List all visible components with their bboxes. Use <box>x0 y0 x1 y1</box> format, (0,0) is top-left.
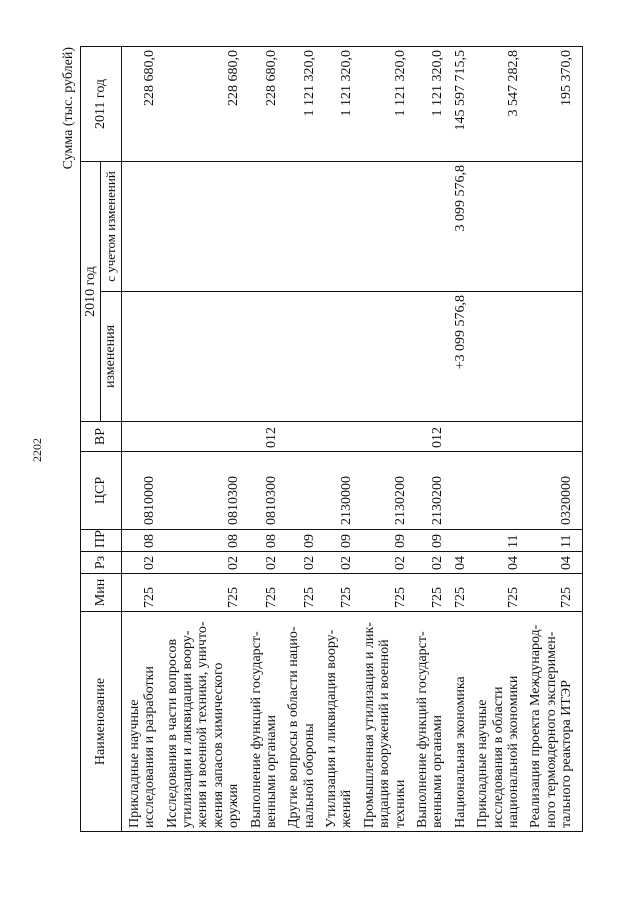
row-rz: 04 <box>475 552 528 574</box>
header-pr: ПР <box>81 530 122 552</box>
row-pr: 09 <box>286 530 324 552</box>
row-2011: 195 370,0 <box>528 47 582 162</box>
row-pr: 08 <box>121 530 164 552</box>
row-csr <box>453 452 475 530</box>
row-vr <box>324 422 362 452</box>
row-changes: +3 099 576,8 <box>453 292 475 422</box>
row-pr: 11 <box>475 530 528 552</box>
row-2011: 1 121 320,0 <box>324 47 362 162</box>
row-csr: 0810300 <box>165 452 249 530</box>
row-rz: 02 <box>415 552 453 574</box>
row-2011: 228 680,0 <box>249 47 287 162</box>
row-name: Промышленная утилизация и лик-видация вооружений и военной техники <box>362 612 415 832</box>
row-changes <box>475 292 528 422</box>
row-rz: 04 <box>453 552 475 574</box>
row-2011: 1 121 320,0 <box>286 47 324 162</box>
row-with-changes <box>249 162 287 292</box>
row-vr <box>528 422 582 452</box>
units-label: Сумма (тыс. рублей) <box>61 47 76 170</box>
row-pr: 09 <box>324 530 362 552</box>
row-rz: 02 <box>165 552 249 574</box>
row-rz: 02 <box>121 552 164 574</box>
row-with-changes <box>121 162 164 292</box>
header-changes: изменения <box>101 292 121 422</box>
header-with-changes: с учетом изменений <box>101 162 121 292</box>
row-with-changes <box>475 162 528 292</box>
row-pr: 09 <box>415 530 453 552</box>
row-2011: 228 680,0 <box>121 47 164 162</box>
row-min: 725 <box>528 574 582 612</box>
row-with-changes <box>324 162 362 292</box>
row-with-changes <box>415 162 453 292</box>
row-name: Другие вопросы в области нацио-нальной обороны <box>286 612 324 832</box>
row-min: 725 <box>475 574 528 612</box>
table-row <box>362 47 415 832</box>
row-pr: 09 <box>362 530 415 552</box>
row-csr: 0320000 <box>528 452 582 530</box>
row-changes <box>362 292 415 422</box>
row-min: 725 <box>453 574 475 612</box>
table-row <box>475 47 528 832</box>
row-with-changes <box>362 162 415 292</box>
row-vr <box>286 422 324 452</box>
row-rz: 02 <box>362 552 415 574</box>
row-csr: 0810300 <box>249 452 287 530</box>
row-changes <box>528 292 582 422</box>
row-pr: 11 <box>528 530 582 552</box>
row-pr: 08 <box>165 530 249 552</box>
row-vr <box>362 422 415 452</box>
row-2011: 228 680,0 <box>165 47 249 162</box>
row-csr: 2130200 <box>415 452 453 530</box>
row-vr <box>165 422 249 452</box>
row-name: Прикладные научные исследования в области национальной экономики <box>475 612 528 832</box>
table-row <box>165 47 249 832</box>
row-vr <box>121 422 164 452</box>
row-rz: 02 <box>249 552 287 574</box>
row-rz: 02 <box>324 552 362 574</box>
row-changes <box>165 292 249 422</box>
row-min: 725 <box>324 574 362 612</box>
row-with-changes <box>165 162 249 292</box>
row-with-changes: 3 099 576,8 <box>453 162 475 292</box>
row-csr <box>475 452 528 530</box>
page-number: 2202 <box>30 438 44 462</box>
row-changes <box>415 292 453 422</box>
row-changes <box>249 292 287 422</box>
row-vr <box>453 422 475 452</box>
row-pr <box>453 530 475 552</box>
table-row <box>415 47 453 832</box>
row-vr: 012 <box>249 422 287 452</box>
row-vr: 012 <box>415 422 453 452</box>
row-name: Исследования в части вопросов утилизации и ликвидации воору-жения и военной техники, уничто-жения запасов химического оружия <box>165 612 249 832</box>
row-with-changes <box>528 162 582 292</box>
row-vr <box>475 422 528 452</box>
row-changes <box>121 292 164 422</box>
table-row <box>249 47 287 832</box>
row-min: 725 <box>362 574 415 612</box>
row-changes <box>324 292 362 422</box>
table-row <box>528 47 582 832</box>
row-csr: 2130000 <box>324 452 362 530</box>
row-min: 725 <box>165 574 249 612</box>
row-2011: 145 597 715,5 <box>453 47 475 162</box>
row-csr: 2130200 <box>362 452 415 530</box>
row-changes <box>286 292 324 422</box>
row-rz: 04 <box>528 552 582 574</box>
table-row <box>324 47 362 832</box>
header-year-2010: 2010 год <box>81 162 101 422</box>
table-row <box>286 47 324 832</box>
row-name: Выполнение функций государст-венными органами <box>249 612 287 832</box>
row-pr: 08 <box>249 530 287 552</box>
row-2011: 1 121 320,0 <box>362 47 415 162</box>
row-min: 725 <box>249 574 287 612</box>
header-vr: ВР <box>81 422 122 452</box>
row-name: Реализация проекта Международ-ного термоядерного эксперимен-тального реактора ИТЭР <box>528 612 582 832</box>
row-with-changes <box>286 162 324 292</box>
row-rz: 02 <box>286 552 324 574</box>
table-row <box>121 47 164 832</box>
row-name: Прикладные научные исследования и разработки <box>121 612 164 832</box>
table-body <box>121 47 582 832</box>
row-2011: 3 547 282,8 <box>475 47 528 162</box>
header-csr: ЦСР <box>81 452 122 530</box>
header-year-2011: 2011 год <box>81 47 122 162</box>
budget-table-frame <box>61 47 583 832</box>
row-min: 725 <box>286 574 324 612</box>
header-rz: Рз <box>81 552 122 574</box>
row-name: Национальная экономика <box>453 612 475 832</box>
table-row <box>453 47 475 832</box>
row-name: Утилизация и ликвидация воору-жений <box>324 612 362 832</box>
row-name: Выполнение функций государст-венными органами <box>415 612 453 832</box>
row-csr <box>286 452 324 530</box>
header-name: Наименование <box>81 612 122 832</box>
row-csr: 0810000 <box>121 452 164 530</box>
budget-table <box>80 46 583 832</box>
row-min: 725 <box>415 574 453 612</box>
header-min: Мин <box>81 574 122 612</box>
row-2011: 1 121 320,0 <box>415 47 453 162</box>
row-min: 725 <box>121 574 164 612</box>
